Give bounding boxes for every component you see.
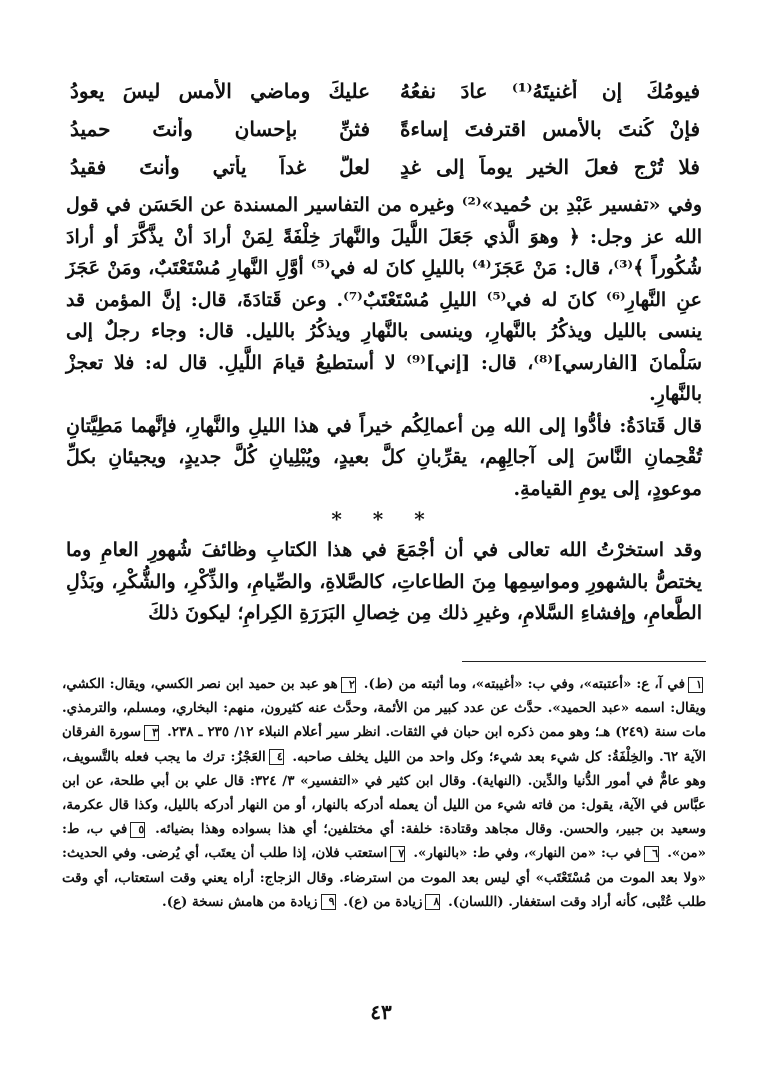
footnote-number: ٧ [390, 846, 405, 862]
poem-verse [70, 72, 700, 110]
footnote-text: زيادة من هامش نسخة (ع). [162, 893, 318, 910]
verse-second-hemistich: عليكَ وماضي الأمسِ ليسَ يعودُ [70, 79, 370, 103]
footnote-text: زيادة من (ع). [343, 893, 423, 910]
footnote-number: ٣ [144, 725, 159, 741]
footnote-text: في ب، ط: «من». [62, 821, 706, 862]
footnotes [62, 672, 706, 914]
footnote-number: ٩ [321, 894, 336, 910]
footnote-divider [462, 661, 706, 662]
footnote [162, 894, 338, 910]
verse-second-hemistich: لعلَّ غداً يأتي وأنتَ فقيدُ [70, 155, 370, 179]
main-text [66, 190, 702, 630]
footnote-number: ٤ [269, 749, 284, 765]
paragraph: وقد استخرْتُ الله تعالى في أن أجْمَعَ في هذا الكتابِ وظائفَ شُهورِ العامِ وما يختصُّ بالشهورِ ومواسِمِها مِنَ الطاعاتِ، كالصَّلاةِ، والصِّيامِ، والذِّكْرِ، والشُّكْرِ، وبَذْلِ الطَّعامِ، وإفشاءِ السَّلامِ، وغيرِ ذلك مِن خِصالِ البَرَرَةِ الكِرامِ؛ ليكونَ ذلكَ [66, 539, 702, 624]
verse-second-hemistich: فثنِّ بإحسانٍ وأنتَ حميدُ [70, 117, 370, 141]
section-separator: * * * [331, 507, 437, 531]
poem-verse [70, 148, 700, 186]
footnote-text: استعتب فلان، إذا طلب أن يعتَب، أي يُرضى. وفي الحديث: «ولا بعد الموت من مُسْتَعْتَب» أي ليس بعد الموت من استرضاء. وقال الزجاج: أراه يعني وقت استعتاب، أي وقت طلب عُتْبى، كأنه أراد وقت استغفار. (اللسان). [62, 845, 706, 910]
verse-first-hemistich: فيومُكَ إن أغنيتَهُ⁽¹⁾ عادَ نفعُهُ [400, 79, 700, 103]
verse-first-hemistich: فإنْ كُنتَ بالأمسِ اقترفتَ إساءةً [400, 117, 700, 141]
footnote-text: في آ، ع: «أعتبته»، وفي ب: «أغيبته»، وما أثبته من (ط). [363, 676, 685, 692]
footnote-number: ٨ [425, 894, 440, 910]
page-number: ٤٣ [370, 1000, 392, 1024]
poem-verse [70, 110, 700, 148]
footnote [413, 845, 662, 861]
footnote-text: هو عبد بن حميد ابن نصر الكسي، ويقال: الكشي، ويقال: اسمه «عبد الحميد». حدَّث عن عدد كبير من الأئمة، وحدَّث عنه كثيرون، منهم: البخاري، ومسلم، والترمذي. مات سنة (٢٤٩) هـ؛ وهو ممن ذكره ابن حبان في الثقات. انظر سير أعلام النبلاء ١٢/ ٢٣٥ ـ ٢٣٨. [62, 676, 706, 741]
footnote-text: سورة الفرقان الآية ٦٢. والخِلْفَةُ: كل شيء بعد شيء؛ وكل واحد من الليل يخلف صاحبه. [62, 724, 706, 765]
paragraph: وفي «تفسير عَبْدِ بن حُميد»⁽²⁾ وغيره من التفاسير المسندة عن الحَسَن في قول الله عز وجل: ﴿ وهوَ الَّذي جَعَلَ اللَّيلَ والنَّهارَ خِلْفَةً لِمَنْ أرادَ أنْ يذَّكَّرَ أو أرادَ شُكُوراً ﴾⁽³⁾، قال: مَنْ عَجَزَ⁽⁴⁾ بالليلِ كانَ له في⁽⁵⁾ أوَّلِ النَّهارِ مُسْتَعْتَبٌ، ومَنْ عَجَزَ عنِ النَّهارِ⁽⁶⁾ كانَ له في⁽⁵⁾ الليلِ مُسْتَعْتَبٌ⁽⁷⁾. وعن قَتادَةَ، قال: إنَّ المؤمن قد ينسى بالليل ويذكُرُ بالنَّهارِ، وينسى بالنَّهارِ ويذكُرُ بالليل. قال: وجاء رجلٌ إلى سَلْمانَ [الفارسي]⁽⁸⁾، قال: [إني]⁽⁹⁾ لا أستطيعُ قيامَ اللَّيلِ. قال له: فلا تعجزْ بالنَّهارِ. [66, 194, 702, 405]
poem-block [70, 72, 700, 186]
footnote [343, 894, 443, 910]
footnote-number: ٦ [644, 846, 659, 862]
footnote [364, 676, 706, 692]
footnote-text: في ب: «من النهار»، وفي ط: «بالنهار». [413, 845, 642, 862]
footnote-text: العَجْزُ: ترك ما يجب فعله بالتَّسويف، وهو عامٌّ في أمور الدُّنيا والدِّين. (النهاية). وقال ابن كثير في «التفسير» ٣/ ٣٢٤: قال علي بن أبي طلحة، عن ابن عبَّاس في الآية، يقول: من فاته شيء من الليل أن يعمله أدركه بالنهار، أو من النهار أدركه بالليل، وكذا قال عكرمة، وسعيد بن جبير، والحسن. وقال مجاهد وقتادة: خلفة: أي مختلفين؛ أي هذا بسواده وهذا بضيائه. [62, 748, 706, 838]
footnote-number: ٢ [341, 677, 356, 693]
footnote-number: ١ [688, 677, 703, 693]
verse-first-hemistich: فلا تُرْجِ فعلَ الخيرِ يوماً إلى غدٍ [400, 155, 700, 179]
paragraph: قال قَتادَةُ: فأدُّوا إلى الله مِن أعمالِكُم خيراً في هذا الليلِ والنَّهارِ، فإنَّهما مَطِيَّتانِ تُقْحِمانِ النَّاسَ إلى آجالِهِم، يقرِّبانِ كلَّ بعيدٍ، ويُبْلِيانِ كُلَّ جديدٍ، ويجيئانِ بكلِّ موعودٍ، إلى يومِ القيامةِ. [66, 414, 702, 500]
footnote-number: ٥ [130, 822, 145, 838]
